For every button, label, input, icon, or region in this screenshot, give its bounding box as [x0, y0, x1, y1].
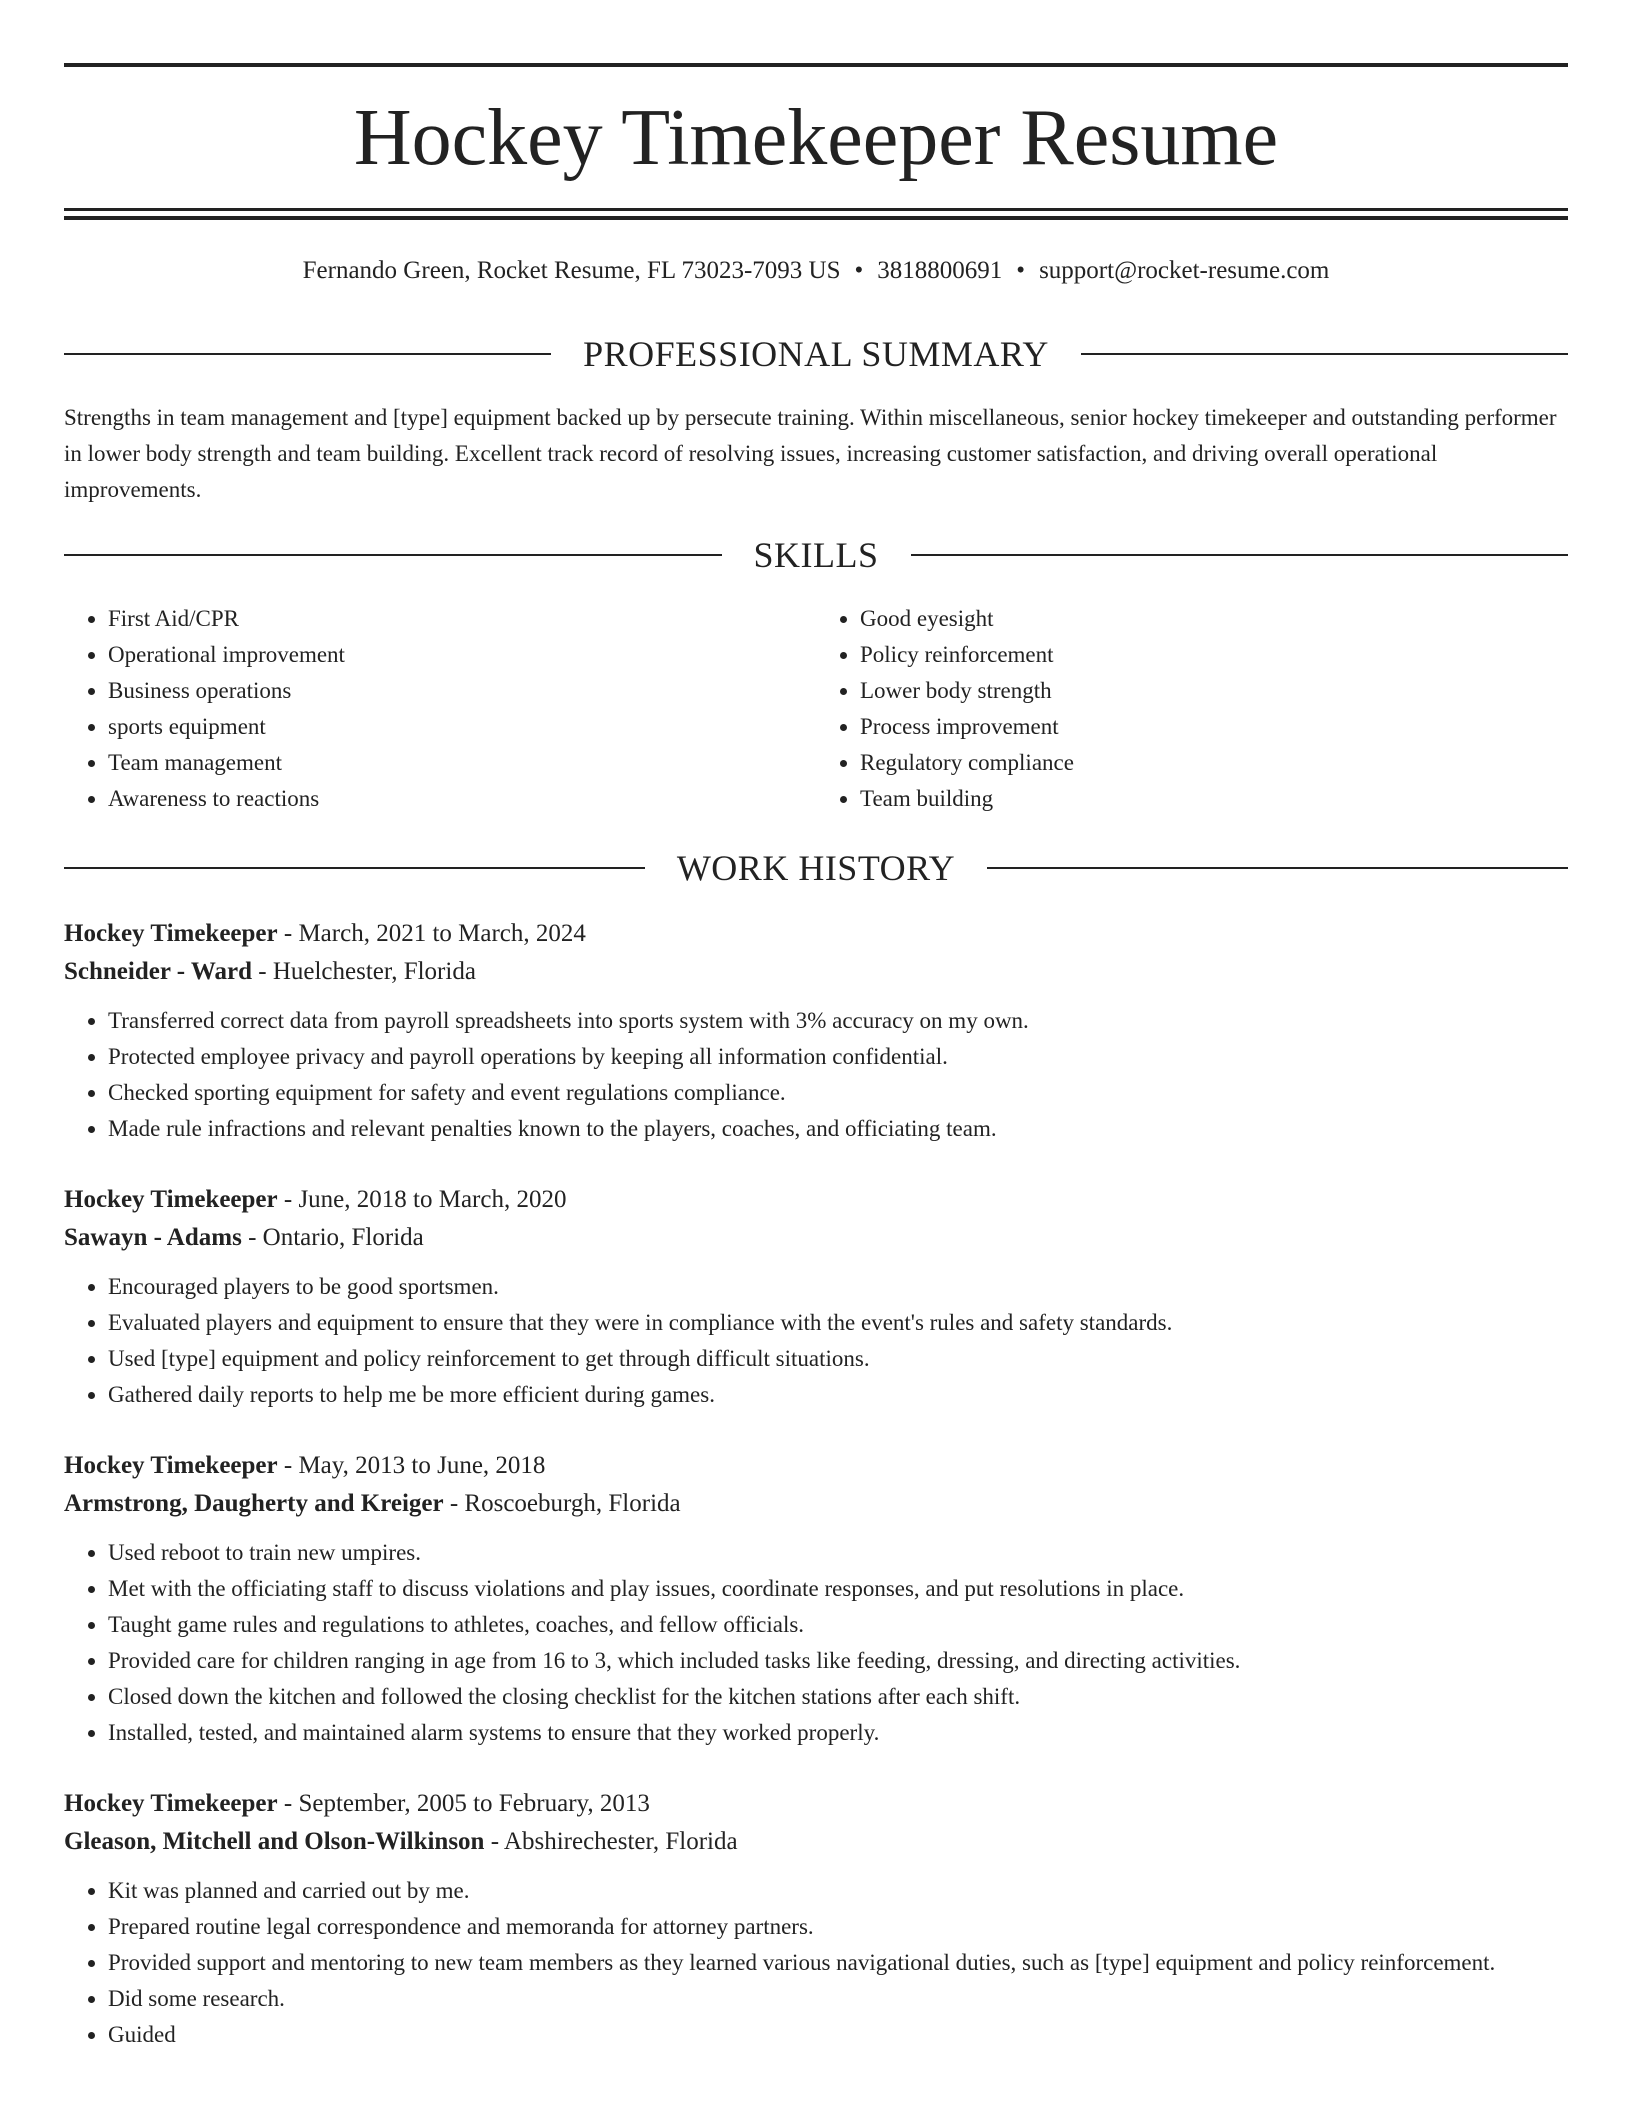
job-location: - Roscoeburgh, Florida: [443, 1490, 681, 1517]
job-bullet: • Provided care for children ranging in age from 16 to 3, which included tasks like feeding, dressing, and directing activities.: [108, 1643, 1568, 1679]
heading-rule-left: [64, 554, 722, 556]
job-bullet: • Made rule infractions and relevant penalties known to the players, coaches, and officiating team.: [108, 1111, 1568, 1147]
skills-heading-label: SKILLS: [753, 535, 879, 575]
job-title: Hockey Timekeeper: [64, 1790, 278, 1817]
job-company-line: [64, 953, 1568, 991]
job-location: - Abshirechester, Florida: [484, 1828, 738, 1855]
job-company: Schneider - Ward: [64, 958, 252, 985]
job-title: Hockey Timekeeper: [64, 920, 278, 947]
heading-rule-right: [911, 554, 1569, 556]
skill-item: • First Aid/CPR: [108, 601, 816, 637]
header-bottom-rule-second: [64, 216, 1568, 220]
skills-column-right: [816, 601, 1568, 817]
job-bullets: [64, 1535, 1568, 1751]
job-location: - Ontario, Florida: [241, 1224, 424, 1251]
job-bullet: • Guided: [108, 2017, 1568, 2053]
skill-item: • Team building: [860, 781, 1568, 817]
summary-heading-label: PROFESSIONAL SUMMARY: [583, 334, 1049, 374]
contact-email: support@rocket-resume.com: [1039, 257, 1330, 284]
job-company: Sawayn - Adams: [64, 1224, 242, 1251]
job-location: - Huelchester, Florida: [252, 958, 476, 985]
job-company-line: [64, 1823, 1568, 1861]
job-dates: - March, 2021 to March, 2024: [277, 920, 586, 947]
job-entry: [64, 915, 1568, 1147]
heading-rule-right: [1081, 353, 1568, 355]
heading-rule-left: [64, 867, 645, 869]
job-bullet: • Installed, tested, and maintained alarm systems to ensure that they worked properly.: [108, 1715, 1568, 1751]
job-bullets: [64, 1269, 1568, 1413]
job-bullets: [64, 1003, 1568, 1147]
skills-section-heading: [64, 533, 1568, 577]
job-bullet: • Protected employee privacy and payroll operations by keeping all information confidential.: [108, 1039, 1568, 1075]
job-company: Gleason, Mitchell and Olson-Wilkinson: [64, 1828, 485, 1855]
job-title-line: [64, 915, 1568, 953]
contact-separator: •: [854, 257, 864, 284]
job-bullet: • Kit was planned and carried out by me.: [108, 1873, 1568, 1909]
skill-item: • Good eyesight: [860, 601, 1568, 637]
skill-item: • Awareness to reactions: [108, 781, 816, 817]
job-bullet: • Used [type] equipment and policy reinforcement to get through difficult situations.: [108, 1341, 1568, 1377]
job-company-line: [64, 1485, 1568, 1523]
summary-section-heading: [64, 332, 1568, 376]
job-bullet: • Did some research.: [108, 1981, 1568, 2017]
skill-item: • Team management: [108, 745, 816, 781]
job-bullet: • Transferred correct data from payroll spreadsheets into sports system with 3% accuracy on my own.: [108, 1003, 1568, 1039]
job-dates: - June, 2018 to March, 2020: [277, 1186, 567, 1213]
professional-summary-text: Strengths in team management and [type] equipment backed up by persecute training. Within miscellaneous, senior hockey timekeeper and outstanding performer in lower body strength and team building. Excellent track record of resolving issues, increasing customer satisfaction, and driving overall operational improvements.: [64, 405, 1557, 502]
job-dates: - September, 2005 to February, 2013: [277, 1790, 650, 1817]
job-bullet: • Met with the officiating staff to discuss violations and play issues, coordinate responses, and put resolutions in place.: [108, 1571, 1568, 1607]
job-bullet: • Encouraged players to be good sportsmen.: [108, 1269, 1568, 1305]
work-history-section-heading: [64, 846, 1568, 890]
job-company-line: [64, 1219, 1568, 1257]
job-dates: - May, 2013 to June, 2018: [277, 1452, 546, 1479]
job-entry: [64, 1785, 1568, 2053]
job-title-line: [64, 1785, 1568, 1823]
work-history-heading-label: WORK HISTORY: [676, 848, 956, 888]
heading-rule-left: [64, 353, 551, 355]
skill-item: • Regulatory compliance: [860, 745, 1568, 781]
contact-line: [64, 254, 1568, 288]
work-history-list: [64, 915, 1568, 2053]
contact-address: Fernando Green, Rocket Resume, FL 73023-7093 US: [302, 257, 841, 284]
skill-item: • Process improvement: [860, 709, 1568, 745]
job-bullet: • Provided support and mentoring to new team members as they learned various navigational duties, such as [type] equipment and policy reinforcement.: [108, 1945, 1568, 1981]
job-entry: [64, 1447, 1568, 1751]
contact-separator: •: [1016, 257, 1026, 284]
page-title: Hockey Timekeeper Resume: [353, 94, 1279, 182]
job-bullet: • Used reboot to train new umpires.: [108, 1535, 1568, 1571]
job-title-line: [64, 1181, 1568, 1219]
job-bullets: [64, 1873, 1568, 2053]
job-bullet: • Closed down the kitchen and followed the closing checklist for the kitchen stations after each shift.: [108, 1679, 1568, 1715]
job-bullet: • Taught game rules and regulations to athletes, coaches, and fellow officials.: [108, 1607, 1568, 1643]
skill-item: • Lower body strength: [860, 673, 1568, 709]
job-bullet: • Gathered daily reports to help me be more efficient during games.: [108, 1377, 1568, 1413]
skills-column-left: [64, 601, 816, 817]
heading-rule-right: [987, 867, 1568, 869]
skills-list: [64, 601, 1568, 817]
job-bullet: • Evaluated players and equipment to ensure that they were in compliance with the event's rules and safety standards.: [108, 1305, 1568, 1341]
job-bullet: • Prepared routine legal correspondence and memoranda for attorney partners.: [108, 1909, 1568, 1945]
skill-item: • sports equipment: [108, 709, 816, 745]
skill-item: • Business operations: [108, 673, 816, 709]
job-company: Armstrong, Daugherty and Kreiger: [64, 1490, 444, 1517]
skill-item: • Policy reinforcement: [860, 637, 1568, 673]
job-title: Hockey Timekeeper: [64, 1186, 278, 1213]
contact-phone: 3818800691: [877, 257, 1003, 284]
job-title-line: [64, 1447, 1568, 1485]
skill-item: • Operational improvement: [108, 637, 816, 673]
header-bottom-rule: [64, 208, 1568, 211]
job-title: Hockey Timekeeper: [64, 1452, 278, 1479]
header-top-rule: [64, 63, 1568, 67]
job-bullet: • Checked sporting equipment for safety and event regulations compliance.: [108, 1075, 1568, 1111]
job-entry: [64, 1181, 1568, 1413]
